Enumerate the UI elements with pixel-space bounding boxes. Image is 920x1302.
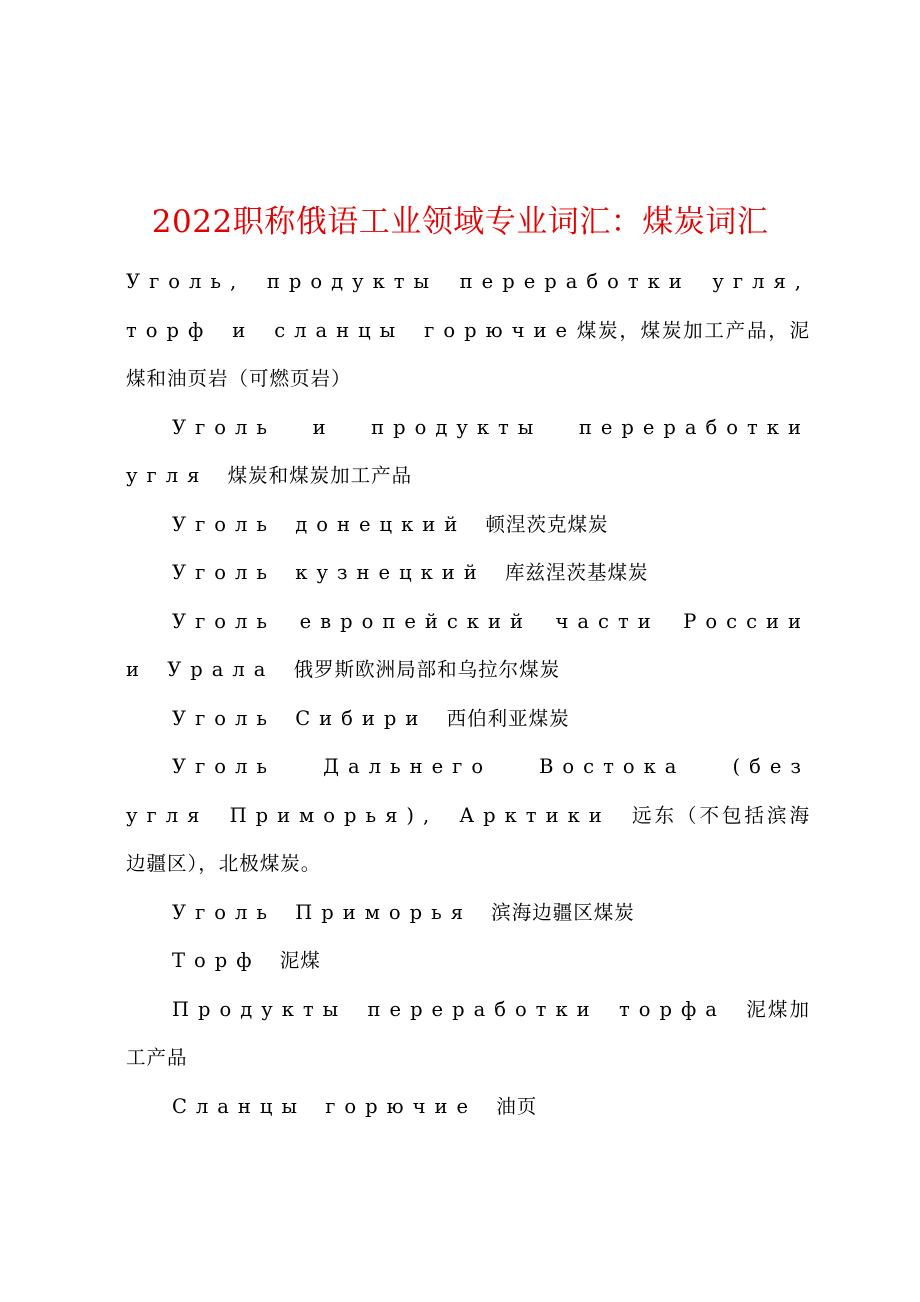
- vocab-entry-peat-products: [126, 986, 810, 1083]
- vocab-entry-primorye-coal: [126, 889, 810, 938]
- vocab-entry-donetsk-coal: [126, 501, 810, 550]
- chinese-translation: 远东（不包括滨海边疆区），北极煤炭。: [126, 803, 810, 875]
- chinese-translation: 西伯利亚煤炭: [446, 706, 570, 730]
- russian-term: Уголь донецкий: [172, 512, 467, 536]
- vocab-entry-siberia-coal: [126, 695, 810, 744]
- vocab-entry-coal-peat-shale: [126, 258, 810, 404]
- chinese-translation: 库兹涅茨基煤炭: [505, 561, 649, 584]
- russian-term: Уголь Приморья: [172, 900, 473, 924]
- russian-term: Уголь Дальнего Востока (без угля Приморья), Арктики: [126, 755, 810, 827]
- vocab-entry-kuznetsk-coal: [126, 549, 810, 598]
- chinese-translation: 俄罗斯欧洲局部和乌拉尔煤炭: [293, 658, 561, 681]
- chinese-translation: 泥煤加工产品: [126, 997, 810, 1069]
- russian-term: Уголь Сибири: [172, 706, 428, 730]
- vocabulary-list: [126, 258, 810, 1131]
- vocab-entry-european-russia-ural-coal: [126, 598, 810, 695]
- vocab-entry-oil-shale: [126, 1083, 810, 1132]
- vocab-entry-coal-products: [126, 404, 810, 501]
- russian-term: Торф: [172, 949, 261, 972]
- vocab-entry-peat: [126, 937, 810, 986]
- chinese-translation: 滨海边疆区煤炭: [491, 900, 635, 924]
- russian-term: Уголь и продукты переработки угля: [126, 415, 810, 487]
- russian-term: Уголь европейский части России и Урала: [126, 609, 810, 681]
- chinese-translation: 顿涅茨克煤炭: [485, 512, 609, 536]
- document-title: 2022职称俄语工业领域专业词汇：煤炭词汇: [151, 204, 769, 240]
- russian-term: Уголь кузнецкий: [172, 561, 486, 584]
- russian-term: Продукты переработки торфа: [172, 997, 726, 1021]
- vocab-entry-far-east-arctic-coal: [126, 743, 810, 889]
- russian-term: Уголь, продукты переработки угля, торф и сланцы горючие: [126, 270, 810, 342]
- russian-term: Сланцы горючие: [172, 1094, 478, 1118]
- chinese-translation: 泥煤: [279, 949, 321, 972]
- chinese-translation: 煤炭和煤炭加工产品: [227, 464, 413, 487]
- chinese-translation: 油页: [496, 1094, 538, 1118]
- chinese-translation: 煤炭，煤炭加工产品，泥煤和油页岩（可燃页岩）: [126, 318, 810, 390]
